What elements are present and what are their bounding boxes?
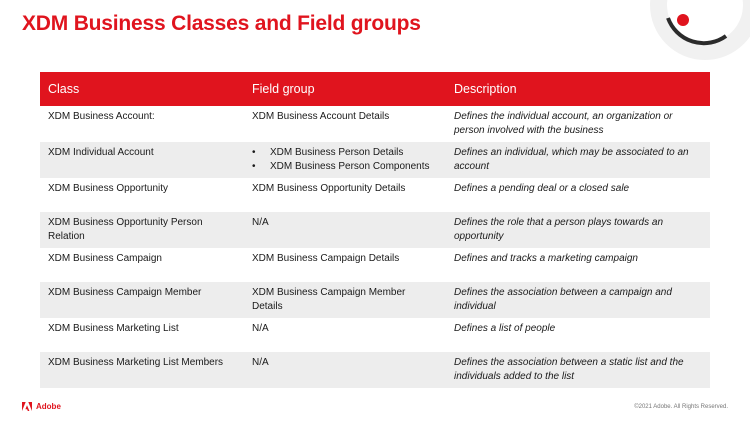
- class-cell: XDM Business Opportunity: [48, 183, 169, 194]
- class-cell: XDM Business Marketing List Members: [40, 352, 244, 388]
- table-row: [40, 106, 710, 142]
- classes-table: [40, 72, 710, 388]
- list-item: • XDM Business Person Components: [270, 160, 438, 174]
- page-title: XDM Business Classes and Field groups: [22, 12, 421, 35]
- description-cell: Defines a list of people: [454, 323, 556, 334]
- field-group-list: [252, 146, 438, 174]
- field-group-cell: XDM Business Opportunity Details: [252, 183, 406, 194]
- adobe-logo: [22, 402, 61, 411]
- description-cell: Defines the association between a campaign and individual: [446, 282, 710, 318]
- field-group-cell: XDM Business Campaign Details: [252, 253, 400, 264]
- description-cell: Defines the individual account, an organization or person involved with the business: [454, 111, 673, 136]
- description-cell: Defines an individual, which may be associated to an account: [446, 142, 710, 178]
- header-class: Class: [40, 72, 244, 106]
- table-row: [40, 352, 710, 388]
- table-row: [40, 178, 710, 212]
- class-cell: XDM Business Marketing List: [48, 323, 179, 334]
- table-row: [40, 212, 710, 248]
- table-row: [40, 282, 710, 318]
- logo-text: Adobe: [36, 402, 61, 411]
- class-cell: XDM Individual Account: [40, 142, 244, 178]
- adobe-logo-icon: [22, 402, 32, 411]
- field-group-cell: XDM Business Account Details: [252, 111, 390, 122]
- decorative-graphic: [600, 0, 750, 60]
- field-group-cell: N/A: [244, 352, 446, 388]
- field-group-cell: N/A: [244, 212, 446, 248]
- table-row: [40, 318, 710, 352]
- list-item: • XDM Business Person Details: [270, 146, 438, 160]
- description-cell: Defines the role that a person plays towards an opportunity: [446, 212, 710, 248]
- copyright-text: ©2021 Adobe. All Rights Reserved.: [634, 404, 728, 410]
- class-cell: XDM Business Account:: [48, 111, 155, 122]
- table-row: [40, 248, 710, 282]
- description-cell: Defines a pending deal or a closed sale: [454, 183, 630, 194]
- field-group-cell: XDM Business Campaign Member Details: [244, 282, 446, 318]
- description-cell: Defines the association between a static list and the individuals added to the list: [446, 352, 710, 388]
- field-group-cell: N/A: [252, 323, 269, 334]
- field-group-cell: [244, 142, 446, 178]
- table-header-row: [40, 72, 710, 106]
- header-field-group: Field group: [244, 72, 446, 106]
- description-cell: Defines and tracks a marketing campaign: [454, 253, 638, 264]
- class-cell: XDM Business Opportunity Person Relation: [40, 212, 244, 248]
- class-cell: XDM Business Campaign: [48, 253, 162, 264]
- header-description: Description: [446, 72, 710, 106]
- class-cell: XDM Business Campaign Member: [40, 282, 244, 318]
- table-row: [40, 142, 710, 178]
